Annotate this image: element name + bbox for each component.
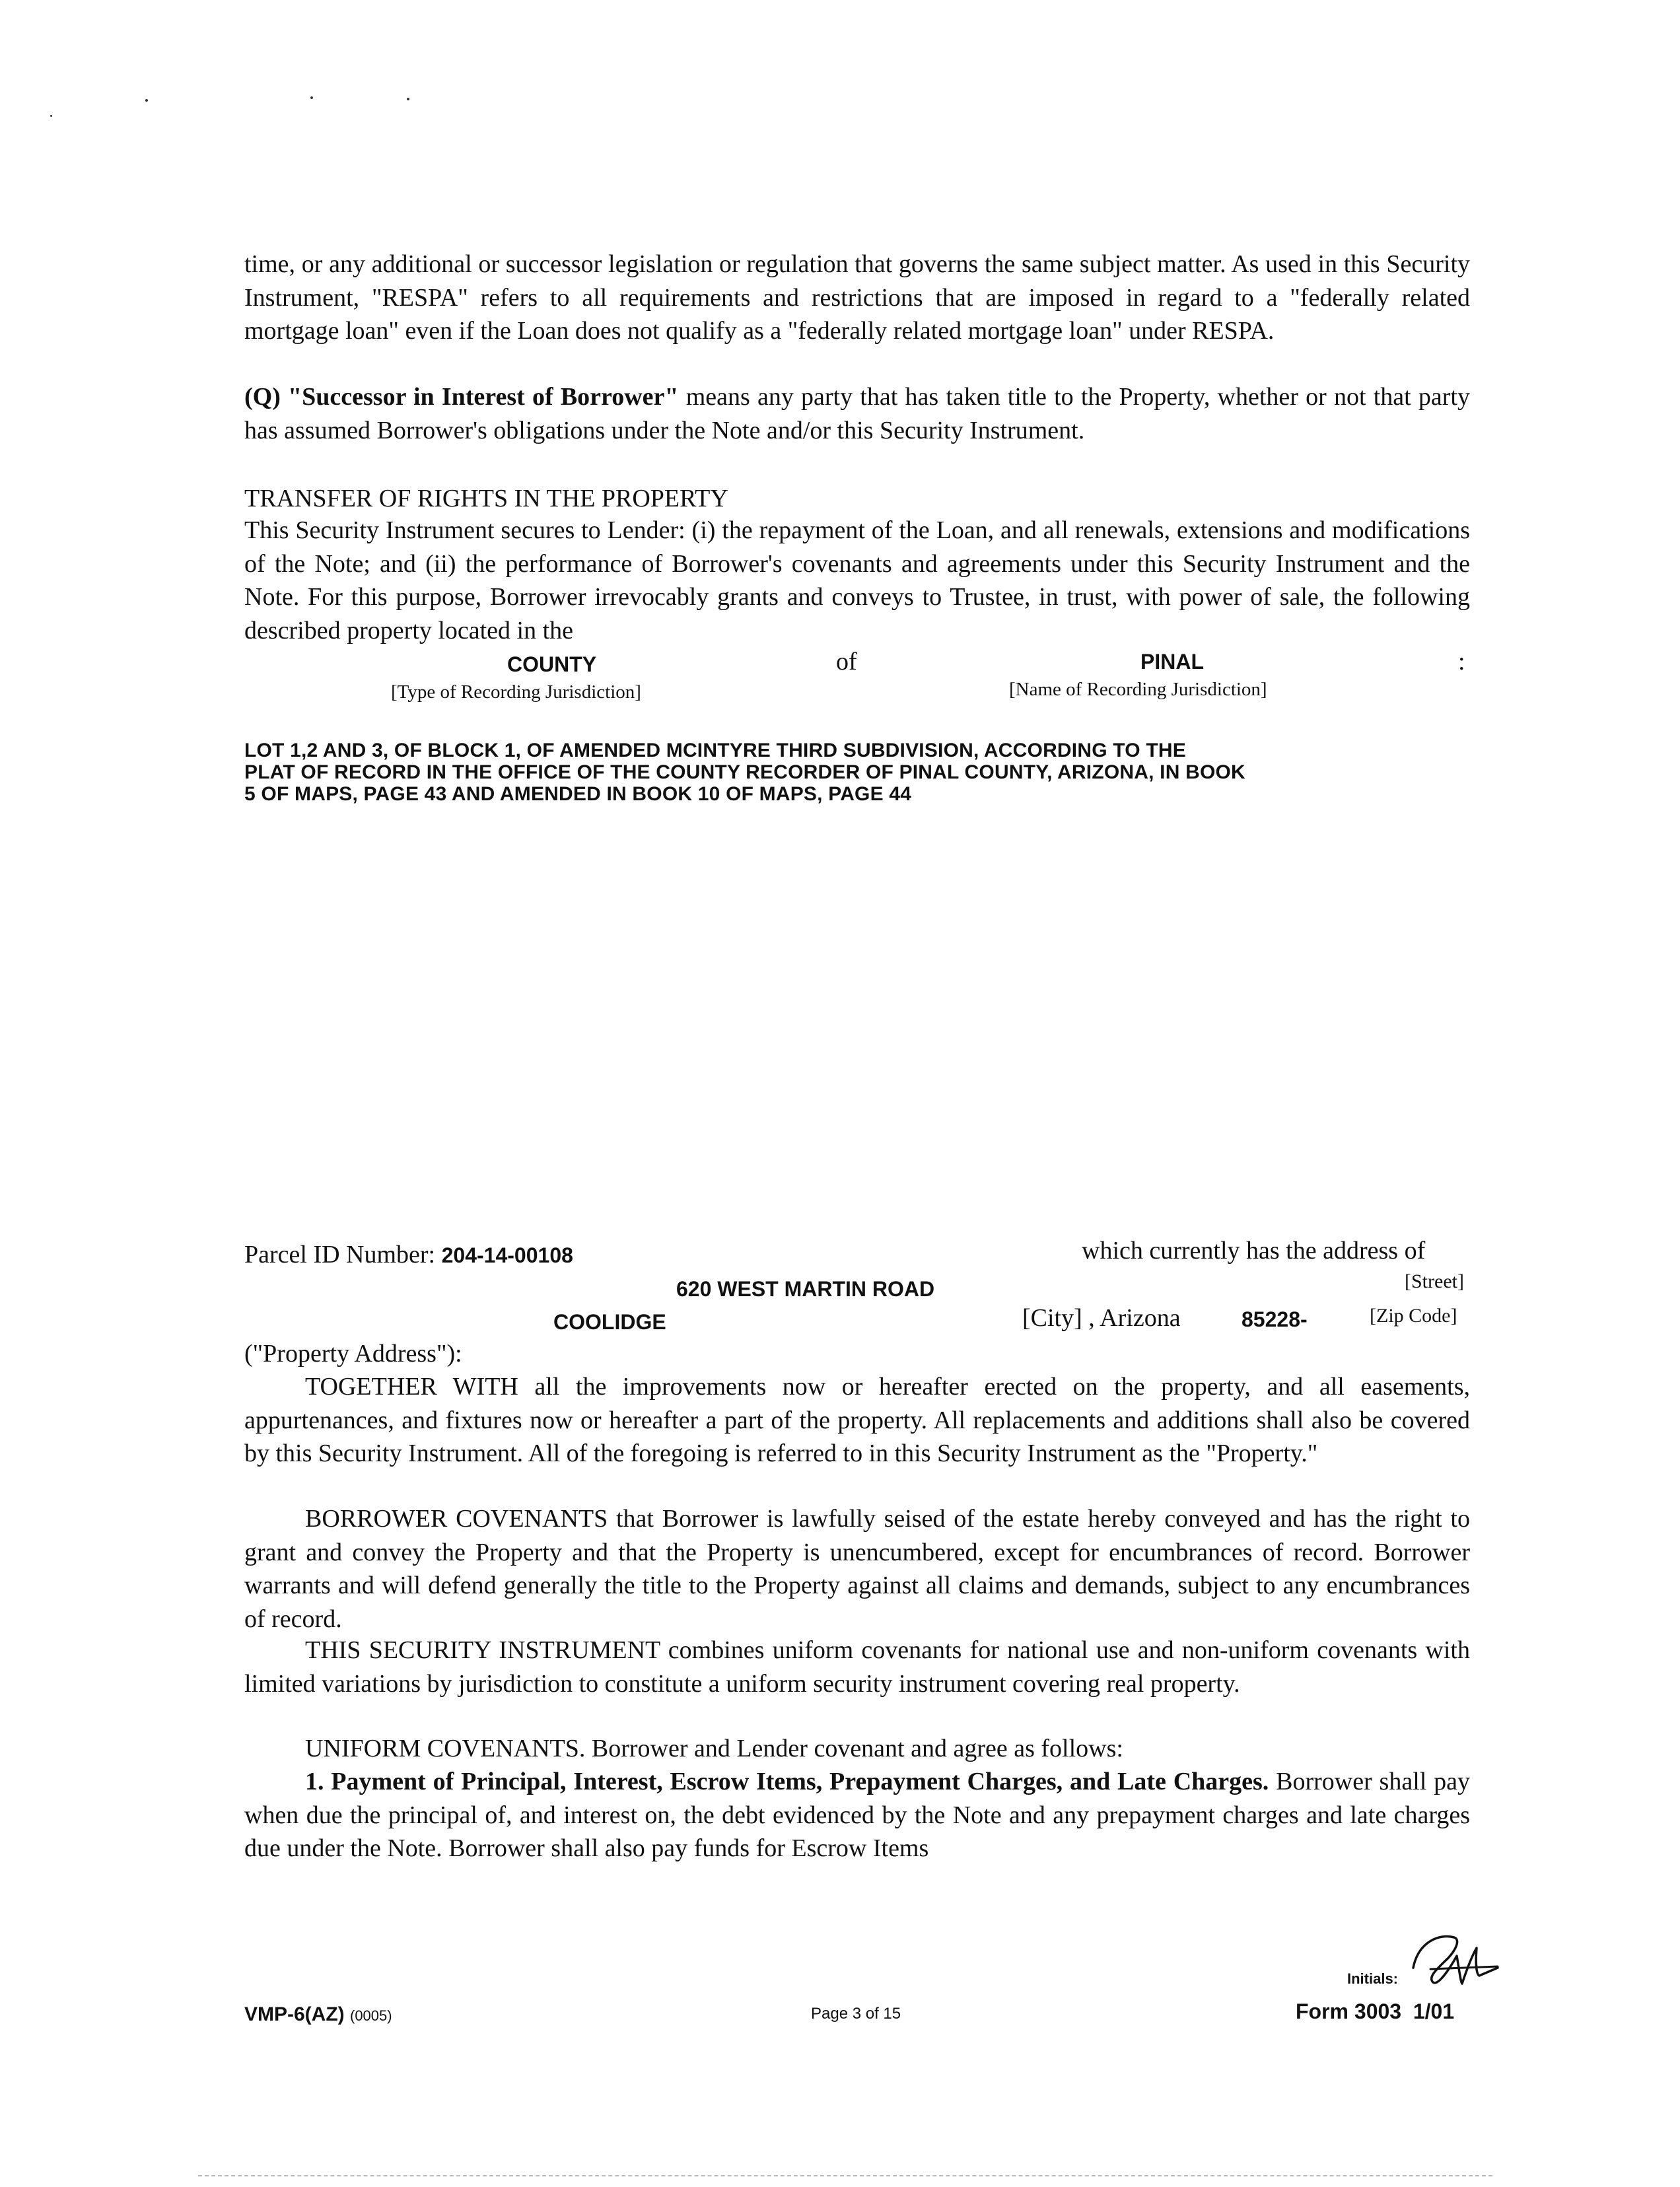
zip-caption: [Zip Code]	[1370, 1305, 1457, 1327]
form-code-value: VMP-6(AZ)	[244, 2003, 345, 2025]
scan-edge-line	[198, 2175, 1492, 2176]
jurisdiction-name-caption: [Name of Recording Jurisdiction]	[1009, 679, 1267, 700]
jurisdiction-type-value: COUNTY	[507, 652, 597, 676]
jurisdiction-name-value: PINAL	[1140, 650, 1204, 674]
street-value: 620 WEST MARTIN ROAD	[676, 1277, 935, 1301]
legal-description-line: LOT 1,2 AND 3, OF BLOCK 1, OF AMENDED MCINTYRE THIRD SUBDIVISION, ACCORDING TO THE	[244, 740, 1186, 761]
transfer-paragraph	[244, 514, 1470, 647]
scan-speck	[310, 96, 313, 99]
respa-definition-paragraph	[244, 248, 1470, 348]
city-caption: [City] , Arizona	[1022, 1304, 1181, 1332]
transfer-text: This Security Instrument secures to Lender: (i) the repayment of the Loan, and all renewals, extensions and modifications of the Note; and (ii) the performance of Borrower's covenants and agreements under this Security Instrument and the Note. For this purpose, Borrower irrevocably grants and conveys to Trustee, in trust, with power of sale, the following described property located in the	[244, 516, 1470, 644]
jurisdiction-type-caption: [Type of Recording Jurisdiction]	[391, 681, 641, 703]
parcel-id-value: 204-14-00108	[441, 1243, 573, 1267]
zip-value: 85228-	[1242, 1307, 1308, 1331]
initials-signature-icon	[1399, 1928, 1504, 1994]
payment-covenant-title: 1. Payment of Principal, Interest, Escrow Items, Prepayment Charges, and Late Charges.	[305, 1768, 1269, 1795]
jurisdiction-colon: :	[1458, 648, 1465, 676]
uniform-covenants-paragraph: UNIFORM COVENANTS. Borrower and Lender covenant and agree as follows:	[305, 1735, 1123, 1762]
form-number: Form 3003 1/01	[1296, 1999, 1455, 2023]
page-number: Page 3 of 15	[811, 2005, 901, 2023]
city-value: COOLIDGE	[553, 1310, 666, 1334]
parcel-id-row	[244, 1240, 573, 1269]
property-address-label: ("Property Address"):	[244, 1340, 462, 1368]
security-instrument-paragraph: THIS SECURITY INSTRUMENT combines uniform covenants for national use and non-uniform covenants with limited variations by jurisdiction to constitute a uniform security instrument covering real property.	[244, 1636, 1470, 1698]
successor-definition-paragraph	[244, 380, 1470, 447]
payment-covenant-paragraph	[244, 1765, 1470, 1865]
parcel-id-label: Parcel ID Number:	[244, 1241, 442, 1268]
successor-definition-label: (Q) "Successor in Interest of Borrower"	[244, 383, 679, 411]
successor-definition-text: means any party that has taken title to the Property, whether or not that party has assumed Borrower's obligations under the Note and/or this Security Instrument.	[244, 383, 1470, 444]
street-caption: [Street]	[1405, 1270, 1464, 1292]
scan-speck	[145, 99, 148, 102]
together-with-paragraph: TOGETHER WITH all the improvements now or hereafter erected on the property, and all easements, appurtenances, and fixtures now or hereafter a part of the property. All replacements and additions shall also be covered by this Security Instrument. All of the foregoing is referred to in this Security Instrument as the "Property."	[244, 1373, 1470, 1467]
transfer-heading: TRANSFER OF RIGHTS IN THE PROPERTY	[244, 485, 728, 512]
jurisdiction-of-word: of	[836, 648, 857, 676]
form-code	[244, 2003, 392, 2026]
legal-description	[244, 740, 1367, 805]
scan-speck	[50, 115, 52, 117]
payment-covenant-text: Borrower shall pay when due the principal of, and interest on, the debt evidenced by the Note and any prepayment charges and late charges due under the Note. Borrower shall also pay funds for Escrow Items	[244, 1768, 1470, 1862]
form-code-suffix: (0005)	[350, 2007, 392, 2024]
legal-description-line: PLAT OF RECORD IN THE OFFICE OF THE COUNTY RECORDER OF PINAL COUNTY, ARIZONA, IN BOOK	[244, 761, 1245, 783]
borrower-covenants-paragraph: BORROWER COVENANTS that Borrower is lawfully seised of the estate hereby conveyed and has the right to grant and convey the Property and that the Property is unencumbered, except for encumbrances of record. Borrower warrants and will defend generally the title to the Property against all claims and demands, subject to any encumbrances of record.	[244, 1505, 1470, 1633]
scan-speck	[407, 98, 409, 100]
initials-label: Initials:	[1347, 1970, 1399, 1987]
legal-description-line: 5 OF MAPS, PAGE 43 AND AMENDED IN BOOK 10 OF MAPS, PAGE 44	[244, 783, 912, 805]
respa-definition-text: time, or any additional or successor legislation or regulation that governs the same subject matter. As used in this Security Instrument, "RESPA" refers to all requirements and restrictions that are imposed in regard to a "federally related mortgage loan" even if the Loan does not qualify as a "federally related mortgage loan" under RESPA.	[244, 250, 1470, 345]
address-lead-text: which currently has the address of	[1082, 1237, 1426, 1265]
